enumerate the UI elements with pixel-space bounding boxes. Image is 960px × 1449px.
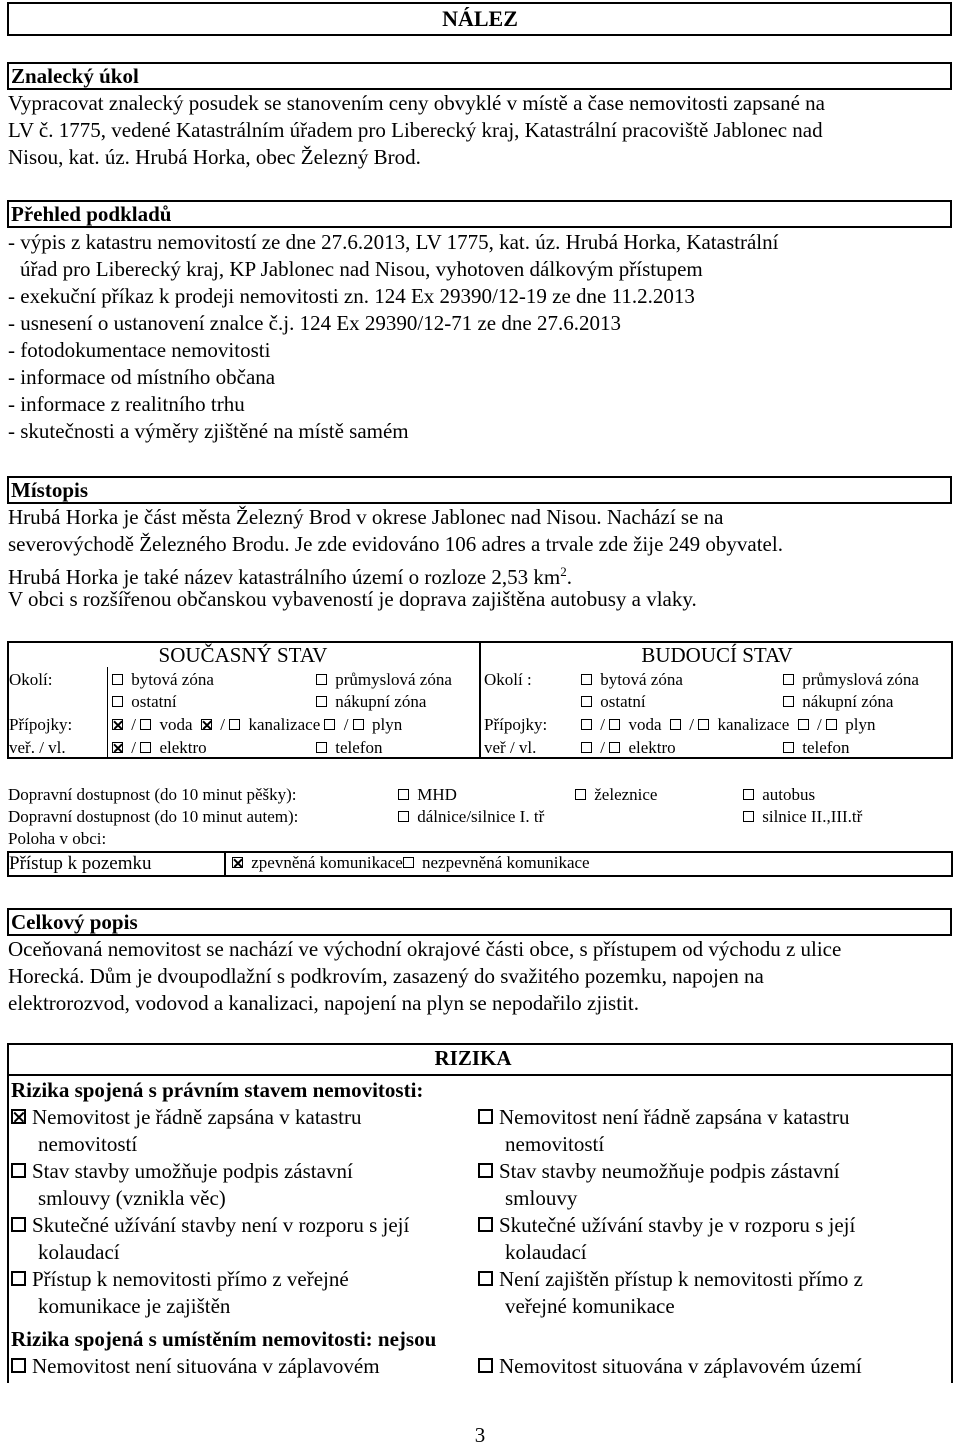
future-opt-prumyslova-label: průmyslová zóna: [802, 670, 919, 689]
risk-legal-3-left[interactable]: [11, 1212, 409, 1239]
checkbox-icon: [478, 1271, 493, 1286]
transport-pristup-label: Přístup k pozemku: [9, 853, 152, 874]
checkbox-icon[interactable]: [140, 742, 151, 753]
checkbox-icon[interactable]: [581, 719, 592, 730]
risk-legal-4-left[interactable]: [11, 1266, 349, 1293]
future-opt-prumyslova[interactable]: [783, 669, 919, 691]
checkbox-icon: [743, 789, 754, 800]
risk-location-right[interactable]: [478, 1353, 862, 1380]
future-plyn-label: plyn: [845, 715, 876, 734]
location-line-1: Hrubá Horka je část města Železný Brod v okrese Jablonec nad Nisou. Nachází se na: [8, 505, 724, 529]
risk-legal-1-right-cont: nemovitostí: [505, 1132, 605, 1156]
risk-legal-2-left-cont: smlouvy (vznikla věc): [38, 1186, 226, 1210]
checkbox-icon: [581, 696, 592, 707]
transport-mhd[interactable]: [398, 784, 457, 806]
current-elektro-row: [112, 737, 207, 759]
docs-line-5: - fotodokumentace nemovitosti: [8, 338, 271, 362]
docs-line-7: - informace z realitního trhu: [8, 392, 245, 416]
risk-text: Přístup k nemovitosti přímo z veřejné: [32, 1267, 349, 1291]
checkbox-icon[interactable]: [609, 742, 620, 753]
future-okoli-label: Okolí :: [484, 670, 532, 689]
access-zpevnena-label: zpevněná komunikace: [251, 853, 403, 872]
checkbox-icon: [316, 742, 327, 753]
checkbox-icon[interactable]: [403, 857, 414, 868]
checkbox-icon[interactable]: [826, 719, 837, 730]
future-pripojky-row: [581, 714, 875, 736]
risks-location-heading: Rizika spojená s umístěním nemovitosti: nejsou: [11, 1327, 437, 1351]
task-line-2: LV č. 1775, vedené Katastrálním úřadem pro Liberecký kraj, Katastrální pracoviště Jablonec nad: [8, 118, 823, 142]
checkbox-icon: [478, 1109, 493, 1124]
risk-text: Nemovitost není řádně zapsána v katastru: [499, 1105, 850, 1129]
current-opt-prumyslova-label: průmyslová zóna: [335, 670, 452, 689]
current-telefon-label: telefon: [335, 738, 383, 757]
checkbox-icon: [398, 811, 409, 822]
current-plyn-label: plyn: [371, 715, 403, 734]
risk-text: Nemovitost situována v záplavovém území: [499, 1354, 862, 1378]
current-opt-ostatni[interactable]: [112, 691, 177, 713]
future-kanalizace-label: kanalizace: [717, 715, 790, 734]
checked-checkbox-icon[interactable]: [232, 857, 243, 868]
risk-legal-4-right[interactable]: [478, 1266, 863, 1293]
checkbox-icon[interactable]: [609, 719, 620, 730]
checkbox-icon: [581, 674, 592, 685]
current-pripojky-label: Přípojky:: [9, 715, 73, 734]
checkbox-icon: [478, 1163, 493, 1178]
current-voda-label: voda: [159, 715, 193, 734]
current-opt-ostatni-label: ostatní: [131, 692, 177, 711]
checkbox-icon[interactable]: [229, 719, 240, 730]
checked-checkbox-icon[interactable]: [112, 742, 123, 753]
risk-text: Stav stavby neumožňuje podpis zástavní: [499, 1159, 840, 1183]
risk-legal-2-right-cont: smlouvy: [505, 1186, 578, 1210]
checkbox-icon: [743, 811, 754, 822]
checkbox-icon: [11, 1271, 26, 1286]
transport-silnice-label: silnice II.,III.tř: [762, 807, 863, 826]
checkbox-icon[interactable]: [140, 719, 151, 730]
future-telefon-label: telefon: [802, 738, 850, 757]
slash: /: [600, 715, 605, 734]
checkbox-icon: [11, 1163, 26, 1178]
checkbox-icon: [11, 1217, 26, 1232]
future-ver-label: veř / vl.: [484, 738, 537, 757]
slash: /: [131, 738, 136, 757]
checkbox-icon[interactable]: [353, 719, 364, 730]
slash: /: [131, 715, 136, 734]
risk-text: Nemovitost je řádně zapsána v katastru: [32, 1105, 362, 1129]
risk-legal-2-left[interactable]: [11, 1158, 353, 1185]
transport-autobus-label: autobus: [762, 785, 816, 804]
future-elektro-label: elektro: [628, 738, 676, 757]
location-line-3-text: Hrubá Horka je také název katastrálního území o rozloze 2,53 km: [8, 565, 561, 589]
risks-title-rule: [7, 1074, 953, 1076]
state-future-title: BUDOUCÍ STAV: [641, 643, 793, 667]
location-line-3-end: .: [566, 565, 572, 589]
checkbox-icon[interactable]: [670, 719, 681, 730]
future-opt-bytova-label: bytová zóna: [600, 670, 683, 689]
slash: /: [816, 715, 822, 734]
docs-line-4: - usnesení o ustanovení znalce č.j. 124 Ex 29390/12-71 ze dne 27.6.2013: [8, 311, 621, 335]
task-line-1: Vypracovat znalecký posudek se stanovením ceny obvyklé v místě a čase nemovitosti zapsané na: [8, 91, 825, 115]
risk-legal-3-right-cont: kolaudací: [505, 1240, 587, 1264]
current-opt-nakupni-label: nákupní zóna: [335, 692, 427, 711]
checked-checkbox-icon[interactable]: [201, 719, 212, 730]
future-opt-ostatni[interactable]: [581, 691, 646, 713]
risks-legal-heading: Rizika spojená s právním stavem nemovitosti:: [11, 1078, 424, 1102]
slash: /: [343, 715, 349, 734]
risks-title: RIZIKA: [434, 1046, 512, 1070]
risk-text: Skutečné užívání stavby není v rozporu s její: [32, 1213, 410, 1237]
description-line-1: Oceňovaná nemovitost se nachází ve východní okrajové části obce, s přístupem od východu z ulice: [8, 937, 842, 961]
current-elektro-label: elektro: [159, 738, 207, 757]
access-divider: [224, 851, 226, 877]
checkbox-icon: [783, 696, 794, 707]
checkbox-icon: [316, 674, 327, 685]
checkbox-icon: [316, 696, 327, 707]
checkbox-icon: [112, 696, 123, 707]
checkbox-icon[interactable]: [581, 742, 592, 753]
future-voda-label: voda: [628, 715, 662, 734]
future-opt-nakupni-label: nákupní zóna: [802, 692, 894, 711]
future-opt-ostatni-label: ostatní: [600, 692, 646, 711]
transport-mhd-label: MHD: [417, 785, 457, 804]
future-pripojky-label: Přípojky:: [484, 715, 548, 734]
checkbox-icon[interactable]: [698, 719, 709, 730]
current-pripojky-row: [112, 714, 402, 736]
section-heading-task: Znalecký úkol: [7, 62, 952, 90]
description-line-3: elektrorozvod, vodovod a kanalizaci, napojení na plyn se nepodařilo zjistit.: [8, 991, 639, 1015]
access-nezpevnena-label: nezpevněná komunikace: [422, 853, 590, 872]
current-opt-prumyslova[interactable]: [316, 669, 452, 691]
checkbox-icon: [112, 674, 123, 685]
risk-legal-3-right[interactable]: [478, 1212, 855, 1239]
current-okoli-label: Okolí:: [9, 670, 53, 689]
risk-legal-2-right[interactable]: [478, 1158, 840, 1185]
checkbox-icon: [783, 742, 794, 753]
future-telefon[interactable]: [783, 737, 849, 759]
checkbox-icon: [478, 1358, 493, 1373]
checkbox-icon: [11, 1358, 26, 1373]
slash: /: [689, 715, 695, 734]
transport-zeleznice-label: železnice: [594, 785, 658, 804]
future-opt-nakupni[interactable]: [783, 691, 893, 713]
checkbox-icon: [398, 789, 409, 800]
risk-text: Stav stavby umožňuje podpis zástavní: [32, 1159, 353, 1183]
risk-location-left[interactable]: [11, 1353, 380, 1380]
task-line-3: Nisou, kat. úz. Hrubá Horka, obec Železný Brod.: [8, 145, 421, 169]
page-title: NÁLEZ: [442, 6, 518, 31]
section-heading-location: Místopis: [7, 476, 952, 504]
current-kanalizace-label: kanalizace: [248, 715, 321, 734]
current-ver-label: veř. / vl.: [9, 738, 66, 757]
location-area-exponent: 2: [560, 564, 567, 579]
transport-car-label: Dopravní dostupnost (do 10 minut autem):: [8, 807, 299, 826]
page-number: 3: [474, 1423, 486, 1447]
checkbox-icon: [478, 1217, 493, 1232]
section-heading-docs: Přehled podkladů: [7, 200, 952, 228]
state-current-title: SOUČASNÝ STAV: [158, 643, 328, 667]
checked-checkbox-icon: [11, 1109, 26, 1124]
docs-line-6: - informace od místního občana: [8, 365, 276, 389]
docs-line-1: - výpis z katastru nemovitostí ze dne 27.6.2013, LV 1775, kat. úz. Hrubá Horka, Katastrální: [8, 230, 779, 254]
checkbox-icon[interactable]: [798, 719, 809, 730]
risk-legal-3-left-cont: kolaudací: [38, 1240, 120, 1264]
checked-checkbox-icon[interactable]: [112, 719, 123, 730]
docs-line-8: - skutečnosti a výměry zjištěné na místě samém: [8, 419, 409, 443]
checkbox-icon: [783, 674, 794, 685]
docs-line-3: - exekuční příkaz k prodeji nemovitosti zn. 124 Ex 29390/12-19 ze dne 11.2.2013: [8, 284, 695, 308]
transport-poloha-label: Poloha v obci:: [8, 829, 107, 848]
risk-legal-1-left-cont: nemovitostí: [38, 1132, 138, 1156]
access-options: [232, 852, 590, 874]
slash: /: [220, 715, 226, 734]
location-line-2: severovýchodě Železného Brodu. Je zde evidováno 106 adres a trvale zde žije 249 obyvatel.: [8, 532, 783, 556]
transport-walk-label: Dopravní dostupnost (do 10 minut pěšky):: [8, 785, 297, 804]
risk-text: Není zajištěn přístup k nemovitosti přímo z: [499, 1267, 863, 1291]
transport-dalnice-label: dálnice/silnice I. tř: [417, 807, 545, 826]
location-line-4: V obci s rozšířenou občanskou vybaveností je doprava zajištěna autobusy a vlaky.: [8, 587, 697, 611]
transport-dalnice[interactable]: [398, 806, 544, 828]
risk-legal-1-left[interactable]: [11, 1104, 361, 1131]
current-telefon[interactable]: [316, 737, 382, 759]
risk-legal-1-right[interactable]: [478, 1104, 849, 1131]
section-heading-description: Celkový popis: [7, 908, 952, 936]
risk-legal-4-left-cont: komunikace je zajištěn: [38, 1294, 231, 1318]
transport-autobus[interactable]: [743, 784, 815, 806]
current-opt-nakupni[interactable]: [316, 691, 426, 713]
docs-line-2: úřad pro Liberecký kraj, KP Jablonec nad Nisou, vyhotoven dálkovým přístupem: [20, 257, 703, 281]
checkbox-icon[interactable]: [324, 719, 335, 730]
description-line-2: Horecká. Dům je dvoupodlažní s podkrovím, zasazený do svažitého pozemku, napojen na: [8, 964, 764, 988]
future-elektro-row: [581, 737, 676, 759]
future-opt-bytova[interactable]: [581, 669, 683, 691]
transport-zeleznice[interactable]: [575, 784, 657, 806]
slash: /: [600, 738, 605, 757]
transport-silnice[interactable]: [743, 806, 862, 828]
risk-legal-4-right-cont: veřejné komunikace: [505, 1294, 675, 1318]
risk-text: Nemovitost není situována v záplavovém: [32, 1354, 380, 1378]
checkbox-icon: [575, 789, 586, 800]
risk-text: Skutečné užívání stavby je v rozporu s její: [499, 1213, 856, 1237]
current-opt-bytova-label: bytová zóna: [131, 670, 214, 689]
current-opt-bytova[interactable]: [112, 669, 214, 691]
